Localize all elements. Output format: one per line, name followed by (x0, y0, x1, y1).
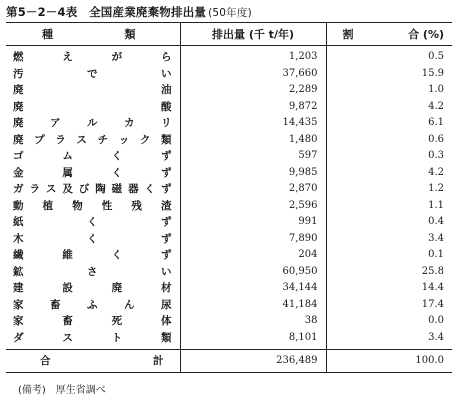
row-category (6, 330, 180, 350)
header-percent-char: 割 (342, 28, 354, 41)
table-row (6, 165, 452, 182)
row-category (6, 66, 180, 83)
table-row (6, 330, 452, 350)
row-percent: 4.2 (326, 99, 452, 116)
category-char: ク (139, 133, 151, 146)
category-char: プ (34, 133, 45, 146)
row-category (6, 313, 180, 330)
table-row (6, 82, 452, 99)
category-char: リ (161, 117, 172, 129)
category-char: 残 (131, 199, 142, 212)
category-char: ふ (87, 298, 98, 311)
row-category (6, 198, 180, 215)
category-char: 廃 (13, 117, 24, 129)
table-row (6, 181, 452, 198)
row-amount: 34,144 (180, 280, 326, 297)
row-category (6, 280, 180, 297)
table-title (6, 4, 252, 20)
row-percent: 4.2 (326, 165, 452, 182)
row-category (6, 264, 180, 281)
category-char: び (78, 183, 90, 195)
category-char: え (62, 51, 73, 63)
row-percent: 0.0 (326, 313, 452, 330)
row-amount: 9,985 (180, 165, 326, 182)
row-percent: 0.6 (326, 132, 452, 149)
category-char: ラ (29, 183, 40, 195)
category-char: 植 (42, 199, 54, 212)
category-char: 類 (160, 331, 172, 344)
category-char: 廃 (13, 133, 24, 146)
category-char: 材 (160, 282, 172, 294)
category-char: 物 (72, 199, 83, 212)
category-char: カ (124, 117, 135, 129)
category-char: ッ (118, 133, 130, 146)
table-row (6, 66, 452, 83)
row-category (6, 247, 180, 264)
category-char: ガ (13, 183, 24, 195)
table-row (6, 99, 452, 116)
category-char: 類 (160, 133, 172, 146)
table-row (6, 148, 452, 165)
header-category (6, 23, 180, 46)
category-char: く (144, 183, 155, 195)
row-category (6, 181, 180, 198)
category-char: 廃 (13, 84, 24, 96)
category-char: 設 (62, 282, 73, 294)
row-amount: 41,184 (180, 297, 326, 314)
category-char: ず (160, 183, 172, 195)
category-char: 属 (62, 166, 73, 179)
header-category-char: 類 (124, 28, 136, 41)
row-category (6, 214, 180, 231)
row-amount: 1,480 (180, 132, 326, 149)
category-char: い (161, 67, 172, 80)
category-char: で (87, 67, 98, 80)
table-row (6, 280, 452, 297)
category-char: 建 (13, 282, 24, 294)
category-char: 繊 (13, 249, 24, 261)
category-char: く (111, 150, 123, 162)
category-char: 維 (62, 249, 73, 261)
row-amount: 7,890 (180, 231, 326, 248)
category-char: ら (160, 51, 172, 63)
category-char: ア (50, 117, 61, 129)
table-row (6, 46, 452, 66)
row-percent: 6.1 (326, 115, 452, 132)
row-amount: 9,872 (180, 99, 326, 116)
category-char: ル (87, 117, 98, 129)
total-percent: 100.0 (326, 350, 452, 373)
category-char: ト (111, 331, 123, 344)
table-row (6, 313, 452, 330)
row-category (6, 115, 180, 132)
row-percent: 1.2 (326, 181, 452, 198)
source-note: (備考) 厚生省調べ (18, 385, 106, 396)
total-row (6, 350, 452, 373)
category-char: 廃 (13, 100, 24, 113)
row-amount: 2,596 (180, 198, 326, 215)
category-char: 油 (161, 84, 172, 96)
category-char: ム (62, 150, 73, 162)
row-amount: 38 (180, 313, 326, 330)
table-title-text: 第5－2－4表 全国産業廃棄物排出量 (6, 5, 207, 19)
row-amount: 14,435 (180, 115, 326, 132)
table-row (6, 247, 452, 264)
category-char: 死 (111, 315, 123, 327)
category-char: 鉱 (13, 265, 24, 278)
category-char: 器 (128, 183, 139, 195)
row-percent: 0.3 (326, 148, 452, 165)
header-amount: 排出量 (千 t/年) (180, 23, 326, 46)
row-percent: 3.4 (326, 231, 452, 248)
row-category (6, 82, 180, 99)
category-char: が (111, 51, 123, 63)
table-subtitle: (50年度) (208, 7, 252, 19)
row-category (6, 132, 180, 149)
row-percent: 14.4 (326, 280, 452, 297)
row-percent: 25.8 (326, 264, 452, 281)
category-char: ゴ (13, 150, 24, 162)
category-char: ず (160, 166, 172, 179)
category-char: ス (45, 183, 57, 195)
category-char: 家 (13, 298, 24, 311)
header-row (6, 23, 452, 46)
category-char: 性 (101, 199, 113, 212)
row-percent: 1.0 (326, 82, 452, 99)
category-char: 金 (13, 166, 24, 179)
table-row (6, 132, 452, 149)
row-percent: 0.4 (326, 214, 452, 231)
category-char: 酸 (161, 100, 172, 113)
table-body (6, 46, 452, 350)
category-char: ず (160, 150, 172, 162)
category-char: ス (76, 133, 87, 146)
table-row (6, 231, 452, 248)
row-amount: 1,203 (180, 46, 326, 66)
row-category (6, 99, 180, 116)
category-char: 及 (62, 183, 73, 195)
category-char: 渣 (160, 199, 172, 212)
category-char: 磁 (111, 183, 123, 195)
row-category (6, 165, 180, 182)
category-char: ラ (55, 133, 66, 146)
category-char: く (111, 249, 123, 261)
category-char: ず (161, 216, 172, 228)
row-percent: 0.5 (326, 46, 452, 66)
waste-emission-table (6, 22, 452, 373)
row-category (6, 231, 180, 248)
category-char: 尿 (161, 298, 172, 311)
category-char: く (111, 166, 123, 179)
row-percent: 0.1 (326, 247, 452, 264)
row-amount: 2,289 (180, 82, 326, 99)
category-char: 畜 (62, 315, 73, 327)
row-amount: 2,870 (180, 181, 326, 198)
category-char: く (87, 216, 98, 228)
category-char: 体 (160, 315, 172, 327)
category-char: チ (97, 133, 109, 146)
category-char: 廃 (111, 282, 123, 294)
category-char: さ (87, 265, 98, 278)
row-amount: 991 (180, 214, 326, 231)
category-char: ス (62, 331, 73, 344)
row-percent: 3.4 (326, 330, 452, 350)
category-char: 動 (13, 199, 24, 212)
category-char: 紙 (13, 216, 24, 228)
table-row (6, 214, 452, 231)
category-char: 汚 (13, 67, 24, 80)
table-row (6, 297, 452, 314)
category-char: く (87, 232, 98, 245)
row-category (6, 46, 180, 66)
category-char: 畜 (50, 298, 61, 311)
row-amount: 8,101 (180, 330, 326, 350)
category-char: ず (160, 249, 172, 261)
row-amount: 204 (180, 247, 326, 264)
total-amount: 236,489 (180, 350, 326, 373)
category-char: 燃 (13, 51, 24, 63)
table-row (6, 264, 452, 281)
row-category (6, 297, 180, 314)
category-char: 家 (13, 315, 24, 327)
total-label-char: 計 (153, 354, 164, 367)
total-label-char: 合 (40, 354, 51, 367)
category-char: 木 (13, 232, 24, 245)
category-char: ん (124, 298, 135, 311)
row-percent: 1.1 (326, 198, 452, 215)
row-amount: 597 (180, 148, 326, 165)
table-row (6, 198, 452, 215)
header-percent (326, 23, 452, 46)
category-char: ダ (13, 331, 24, 344)
row-amount: 60,950 (180, 264, 326, 281)
header-category-char: 種 (42, 28, 53, 41)
row-percent: 15.9 (326, 66, 452, 83)
total-label (6, 350, 180, 373)
row-category (6, 148, 180, 165)
category-char: ず (161, 232, 172, 245)
category-char: い (161, 265, 172, 278)
category-char: 陶 (95, 183, 106, 195)
header-percent-char: 合 (%) (408, 28, 444, 41)
row-percent: 17.4 (326, 297, 452, 314)
table-row (6, 115, 452, 132)
row-amount: 37,660 (180, 66, 326, 83)
